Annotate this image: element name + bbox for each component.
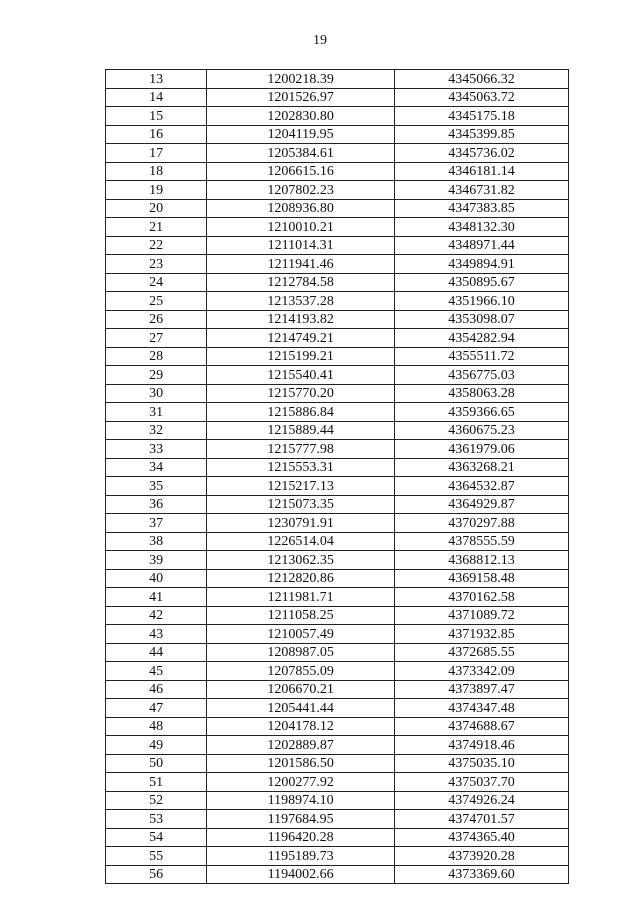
- table-row: [106, 107, 569, 126]
- x-coordinate-cell: 1215217.13: [207, 477, 395, 496]
- table-row: [106, 847, 569, 866]
- x-coordinate-cell: 1215770.20: [207, 384, 395, 403]
- table-row: [106, 736, 569, 755]
- x-coordinate-cell: 1208987.05: [207, 643, 395, 662]
- y-coordinate-cell: 4363268.21: [395, 458, 569, 477]
- table-row: [106, 495, 569, 514]
- y-coordinate-cell: 4346731.82: [395, 181, 569, 200]
- table-row: [106, 236, 569, 255]
- point-number-cell: 41: [106, 588, 207, 607]
- x-coordinate-cell: 1215199.21: [207, 347, 395, 366]
- y-coordinate-cell: 4356775.03: [395, 366, 569, 385]
- x-coordinate-cell: 1208936.80: [207, 199, 395, 218]
- point-number-cell: 49: [106, 736, 207, 755]
- y-coordinate-cell: 4373920.28: [395, 847, 569, 866]
- y-coordinate-cell: 4360675.23: [395, 421, 569, 440]
- y-coordinate-cell: 4370162.58: [395, 588, 569, 607]
- point-number-cell: 32: [106, 421, 207, 440]
- table-row: [106, 773, 569, 792]
- table-row: [106, 384, 569, 403]
- point-number-cell: 53: [106, 810, 207, 829]
- x-coordinate-cell: 1201526.97: [207, 88, 395, 107]
- x-coordinate-cell: 1215889.44: [207, 421, 395, 440]
- x-coordinate-cell: 1211058.25: [207, 606, 395, 625]
- point-number-cell: 16: [106, 125, 207, 144]
- x-coordinate-cell: 1194002.66: [207, 865, 395, 884]
- x-coordinate-cell: 1213537.28: [207, 292, 395, 311]
- x-coordinate-cell: 1198974.10: [207, 791, 395, 810]
- y-coordinate-cell: 4359366.65: [395, 403, 569, 422]
- table-row: [106, 532, 569, 551]
- point-number-cell: 26: [106, 310, 207, 329]
- point-number-cell: 35: [106, 477, 207, 496]
- point-number-cell: 55: [106, 847, 207, 866]
- coordinates-table: [105, 69, 569, 884]
- point-number-cell: 54: [106, 828, 207, 847]
- point-number-cell: 48: [106, 717, 207, 736]
- table-row: [106, 662, 569, 681]
- table-row: [106, 810, 569, 829]
- x-coordinate-cell: 1204178.12: [207, 717, 395, 736]
- point-number-cell: 52: [106, 791, 207, 810]
- table-row: [106, 421, 569, 440]
- table-row: [106, 144, 569, 163]
- y-coordinate-cell: 4373897.47: [395, 680, 569, 699]
- x-coordinate-cell: 1206615.16: [207, 162, 395, 181]
- point-number-cell: 38: [106, 532, 207, 551]
- x-coordinate-cell: 1196420.28: [207, 828, 395, 847]
- y-coordinate-cell: 4354282.94: [395, 329, 569, 348]
- table-row: [106, 440, 569, 459]
- x-coordinate-cell: 1214749.21: [207, 329, 395, 348]
- point-number-cell: 20: [106, 199, 207, 218]
- x-coordinate-cell: 1202830.80: [207, 107, 395, 126]
- y-coordinate-cell: 4371932.85: [395, 625, 569, 644]
- y-coordinate-cell: 4374926.24: [395, 791, 569, 810]
- y-coordinate-cell: 4368812.13: [395, 551, 569, 570]
- y-coordinate-cell: 4358063.28: [395, 384, 569, 403]
- y-coordinate-cell: 4374365.40: [395, 828, 569, 847]
- y-coordinate-cell: 4375035.10: [395, 754, 569, 773]
- point-number-cell: 45: [106, 662, 207, 681]
- table-row: [106, 680, 569, 699]
- table-row: [106, 699, 569, 718]
- point-number-cell: 19: [106, 181, 207, 200]
- point-number-cell: 14: [106, 88, 207, 107]
- y-coordinate-cell: 4364532.87: [395, 477, 569, 496]
- y-coordinate-cell: 4345063.72: [395, 88, 569, 107]
- table-row: [106, 403, 569, 422]
- point-number-cell: 30: [106, 384, 207, 403]
- x-coordinate-cell: 1205441.44: [207, 699, 395, 718]
- table-row: [106, 754, 569, 773]
- point-number-cell: 47: [106, 699, 207, 718]
- table-row: [106, 606, 569, 625]
- x-coordinate-cell: 1202889.87: [207, 736, 395, 755]
- x-coordinate-cell: 1211941.46: [207, 255, 395, 274]
- x-coordinate-cell: 1226514.04: [207, 532, 395, 551]
- point-number-cell: 43: [106, 625, 207, 644]
- point-number-cell: 46: [106, 680, 207, 699]
- point-number-cell: 40: [106, 569, 207, 588]
- point-number-cell: 33: [106, 440, 207, 459]
- table-row: [106, 366, 569, 385]
- x-coordinate-cell: 1211981.71: [207, 588, 395, 607]
- table-row: [106, 199, 569, 218]
- x-coordinate-cell: 1201586.50: [207, 754, 395, 773]
- table-row: [106, 514, 569, 533]
- table-row: [106, 273, 569, 292]
- point-number-cell: 25: [106, 292, 207, 311]
- point-number-cell: 23: [106, 255, 207, 274]
- x-coordinate-cell: 1215553.31: [207, 458, 395, 477]
- table-row: [106, 458, 569, 477]
- y-coordinate-cell: 4353098.07: [395, 310, 569, 329]
- point-number-cell: 27: [106, 329, 207, 348]
- table-row: [106, 643, 569, 662]
- point-number-cell: 56: [106, 865, 207, 884]
- table-row: [106, 181, 569, 200]
- y-coordinate-cell: 4351966.10: [395, 292, 569, 311]
- x-coordinate-cell: 1211014.31: [207, 236, 395, 255]
- y-coordinate-cell: 4378555.59: [395, 532, 569, 551]
- table-row: [106, 88, 569, 107]
- x-coordinate-cell: 1207855.09: [207, 662, 395, 681]
- y-coordinate-cell: 4364929.87: [395, 495, 569, 514]
- x-coordinate-cell: 1207802.23: [207, 181, 395, 200]
- point-number-cell: 34: [106, 458, 207, 477]
- y-coordinate-cell: 4345066.32: [395, 70, 569, 89]
- table-row: [106, 255, 569, 274]
- table-row: [106, 625, 569, 644]
- y-coordinate-cell: 4348971.44: [395, 236, 569, 255]
- y-coordinate-cell: 4373342.09: [395, 662, 569, 681]
- x-coordinate-cell: 1200277.92: [207, 773, 395, 792]
- point-number-cell: 18: [106, 162, 207, 181]
- point-number-cell: 24: [106, 273, 207, 292]
- x-coordinate-cell: 1204119.95: [207, 125, 395, 144]
- x-coordinate-cell: 1215886.84: [207, 403, 395, 422]
- x-coordinate-cell: 1210057.49: [207, 625, 395, 644]
- point-number-cell: 29: [106, 366, 207, 385]
- y-coordinate-cell: 4349894.91: [395, 255, 569, 274]
- point-number-cell: 36: [106, 495, 207, 514]
- y-coordinate-cell: 4374701.57: [395, 810, 569, 829]
- x-coordinate-cell: 1212820.86: [207, 569, 395, 588]
- x-coordinate-cell: 1210010.21: [207, 218, 395, 237]
- point-number-cell: 21: [106, 218, 207, 237]
- table-row: [106, 70, 569, 89]
- table-row: [106, 162, 569, 181]
- point-number-cell: 17: [106, 144, 207, 163]
- x-coordinate-cell: 1212784.58: [207, 273, 395, 292]
- x-coordinate-cell: 1214193.82: [207, 310, 395, 329]
- y-coordinate-cell: 4345736.02: [395, 144, 569, 163]
- y-coordinate-cell: 4346181.14: [395, 162, 569, 181]
- point-number-cell: 50: [106, 754, 207, 773]
- table-row: [106, 828, 569, 847]
- point-number-cell: 37: [106, 514, 207, 533]
- y-coordinate-cell: 4369158.48: [395, 569, 569, 588]
- y-coordinate-cell: 4374347.48: [395, 699, 569, 718]
- point-number-cell: 31: [106, 403, 207, 422]
- y-coordinate-cell: 4348132.30: [395, 218, 569, 237]
- x-coordinate-cell: 1213062.35: [207, 551, 395, 570]
- x-coordinate-cell: 1215540.41: [207, 366, 395, 385]
- point-number-cell: 39: [106, 551, 207, 570]
- y-coordinate-cell: 4350895.67: [395, 273, 569, 292]
- table-row: [106, 347, 569, 366]
- table-row: [106, 310, 569, 329]
- table-row: [106, 125, 569, 144]
- y-coordinate-cell: 4347383.85: [395, 199, 569, 218]
- table-row: [106, 218, 569, 237]
- point-number-cell: 44: [106, 643, 207, 662]
- x-coordinate-cell: 1215777.98: [207, 440, 395, 459]
- y-coordinate-cell: 4374688.67: [395, 717, 569, 736]
- table-row: [106, 329, 569, 348]
- x-coordinate-cell: 1215073.35: [207, 495, 395, 514]
- y-coordinate-cell: 4355511.72: [395, 347, 569, 366]
- point-number-cell: 51: [106, 773, 207, 792]
- y-coordinate-cell: 4345175.18: [395, 107, 569, 126]
- point-number-cell: 15: [106, 107, 207, 126]
- table-row: [106, 588, 569, 607]
- y-coordinate-cell: 4373369.60: [395, 865, 569, 884]
- table-row: [106, 569, 569, 588]
- point-number-cell: 28: [106, 347, 207, 366]
- page-number: 19: [313, 33, 327, 48]
- table-row: [106, 791, 569, 810]
- y-coordinate-cell: 4375037.70: [395, 773, 569, 792]
- x-coordinate-cell: 1230791.91: [207, 514, 395, 533]
- table-row: [106, 865, 569, 884]
- point-number-cell: 13: [106, 70, 207, 89]
- x-coordinate-cell: 1205384.61: [207, 144, 395, 163]
- point-number-cell: 22: [106, 236, 207, 255]
- y-coordinate-cell: 4361979.06: [395, 440, 569, 459]
- y-coordinate-cell: 4345399.85: [395, 125, 569, 144]
- y-coordinate-cell: 4371089.72: [395, 606, 569, 625]
- y-coordinate-cell: 4374918.46: [395, 736, 569, 755]
- y-coordinate-cell: 4372685.55: [395, 643, 569, 662]
- table-row: [106, 717, 569, 736]
- x-coordinate-cell: 1206670.21: [207, 680, 395, 699]
- x-coordinate-cell: 1200218.39: [207, 70, 395, 89]
- table-row: [106, 477, 569, 496]
- table-row: [106, 551, 569, 570]
- table-row: [106, 292, 569, 311]
- point-number-cell: 42: [106, 606, 207, 625]
- x-coordinate-cell: 1195189.73: [207, 847, 395, 866]
- y-coordinate-cell: 4370297.88: [395, 514, 569, 533]
- x-coordinate-cell: 1197684.95: [207, 810, 395, 829]
